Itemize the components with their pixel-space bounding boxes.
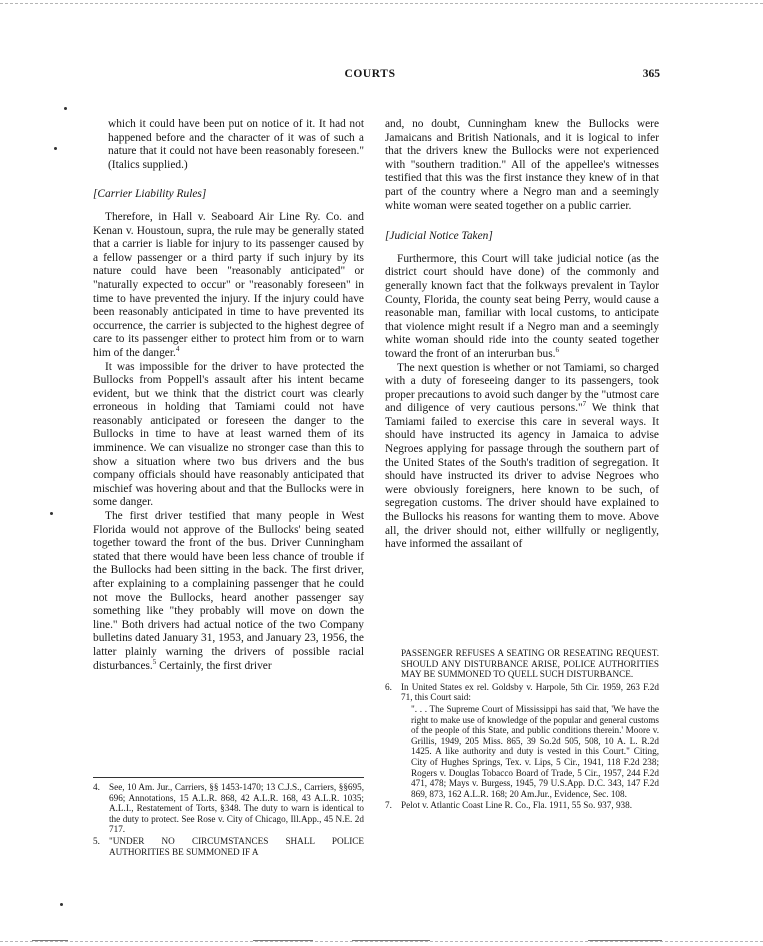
section-heading-judicial-notice: [Judicial Notice Taken] [385, 230, 493, 243]
footnote-quote: ". . . The Supreme Court of Mississippi has said that, 'We have the right to make use of knowledge of the popular and general customs of the people of this State, and public conditions therein.' Moore v. Grillis, 1949, 205 Miss. 865, 39 So.2d 505, 508, 10 A. L. R.2d 1425. A like authority and duty is vested in this Court." Citing, City of Hughes Springs, Tex. v. Lips, 5 Cir., 1941, 118 F.2d 238; Rogers v. Douglas Tobacco Board of Trade, 5 Cir., 1957, 244 F.2d 471, 478; Mays v. Burgess, 1945, 79 U.S.App. D.C. 343, 147 F.2d 869, 873, 162 A.L.R. 168; 20 Am.Jur., Evidence, Sec. 108. [411, 703, 659, 799]
paragraph-text: We think that Tamiami failed to exercise this care in several ways. It should have instructed its agency in Jamaica to advise Negroes applying for passage through the southern part of the United States of the South's tradition of segregation. It should have instructed its driver to advise Negroes who were obviously foreigners, here known to be such, of segregation customs. The driver should have explained to the Bullocks his reasons for wanting them to move. Above all, the driver should not, either willfully or negligently, have informed the assailant of [385, 402, 659, 551]
paragraph [385, 253, 659, 362]
paragraph-text: Therefore, in Hall v. Seaboard Air Line Ry. Co. and Kenan v. Houstoun, supra, the rule may be generally stated that a carrier is liable for injury to its passenger caused by a fellow passenger or a third party if such injury by its nature could have been "reasonably anticipated" or "naturally expected to occur" or "reasonably foreseen" in time to have prevented the injury. If the injury could have been reasonably anticipated in time to have prevented its occurrence, the carrier is subjected to the highest degree of care to its passenger either to protect him from or to warn him of the danger. [93, 210, 364, 359]
footnotes-left [93, 777, 364, 858]
footnote-number: 4. [93, 782, 100, 792]
footnote-number: 5. [93, 835, 100, 846]
footnote-number: 7. [385, 800, 392, 811]
footnote-text: See, 10 Am. Jur., Carriers, §§ 1453-1470; 13 C.J.S., Carriers, §§695, 696; Annotations, 15 A.L.R. 868, 42 A.L.R. 168, 43 A.L.R. 1035; A.L.I., Restatement of Torts, §348. The duty to warn is identical to the duty to protect. See Rose v. City of Chicago, Ill.App., 45 N.E. 2d 717. [109, 782, 364, 835]
bottom-scan-border [0, 941, 763, 942]
paragraph [93, 510, 364, 673]
running-head: COURTS [344, 68, 396, 80]
footnote-ref: 7 [582, 400, 587, 409]
paragraph-text: The first driver testified that many people in West Florida would not approve of the Bullocks' being seated together toward the front of the bus. Driver Cunningham stated that there would have been less chance of trouble if the Bullocks had been sitting in the back. The first driver, after explaining to a complaining passenger that he could not move the Bullocks, heard another passenger say something like "they probably will move on down the line." Both drivers had actual notice of the two Company bulletins dated January 31, 1953, and January 23, 1956, the latter plainly warning the drivers of possible racial disturbances. [93, 510, 364, 672]
paragraph [93, 211, 364, 361]
footnote [93, 782, 364, 835]
paragraph-text: Certainly, the first driver [156, 659, 272, 672]
paragraph-text: Furthermore, this Court will take judicial notice (as the district court should have done) of the commonly and generally known fact that the folkways prevalent in Taylor County, Florida, the county seat being Perry, would cause a reasonable man, familiar with local customs, to anticipate that violence might result if a Negro man and a seemingly white woman should ride into the county seated together toward the front of an interurban bus. [385, 252, 659, 360]
footnote-text: In United States ex rel. Goldsby v. Harpole, 5th Cir. 1959, 263 F.2d 71, this Court said: [401, 681, 659, 703]
footnote-ref: 6 [555, 346, 559, 355]
footnote-text: Pelot v. Atlantic Coast Line R. Co., Fla. 1911, 55 So. 937, 938. [401, 800, 633, 811]
footnote-ref: 5 [152, 657, 157, 666]
margin-mark [54, 147, 57, 150]
paragraph [385, 362, 659, 552]
margin-mark [50, 512, 53, 515]
footnote [385, 682, 659, 703]
footnote-text: "UNDER NO CIRCUMSTANCES SHALL POLICE AUTHORITIES BE SUMMONED IF A [109, 835, 364, 857]
section-heading-carrier-liability: [Carrier Liability Rules] [93, 188, 207, 201]
footnote-continuation: PASSENGER REFUSES A SEATING OR RESEATING REQUEST. SHOULD ANY DISTURBANCE ARISE, POLICE AUTHORITIES MAY BE SUMMONED TO QUELL SUCH DISTURBANCE. [401, 648, 659, 680]
footnote [385, 800, 659, 811]
footnote-ref: 4 [175, 345, 180, 354]
paragraph: and, no doubt, Cunningham knew the Bullocks were Jamaicans and British Nationals, and it is logical to infer that the drivers knew the Bullocks were not experienced with "southern tradition." All of the appellee's witnesses testified that this was the first instance they knew of in that part of the country where a Negro man and a seemingly white woman were seated together on a public carrier. [385, 118, 659, 212]
paragraph: It was impossible for the driver to have protected the Bullocks from Poppell's assault after his intent became evident, but we think that the district court was clearly erroneous in holding that Tamiami could not have reasonably anticipated or foreseen the danger to the Bullocks in time to have at least warned them of its imminence. We can visualize no stronger case than this to show a situation where two bus drivers and the bus company officials should have reasonably anticipated that mischief was hovering about and that the Bullocks were in some danger. [93, 360, 364, 509]
footnote [93, 836, 364, 857]
block-quote: which it could have been put on notice of it. It had not happened before and the character of it was of such a nature that it could not have been reasonably foreseen." (Italics supplied.) [108, 118, 364, 171]
page-number: 365 [642, 68, 660, 80]
margin-mark [60, 903, 63, 906]
paragraph-text: The next question is whether or not Tamiami, so charged with a duty of foreseeing danger to its passengers, took proper precautions to avoid such danger by the "utmost care and diligence of very cautious persons." [385, 361, 659, 415]
page-header [80, 68, 660, 84]
footnotes-right [385, 648, 659, 812]
left-column [93, 118, 364, 673]
top-scan-border [0, 3, 763, 4]
right-column [385, 118, 659, 552]
margin-mark [64, 107, 67, 110]
footnote-number: 6. [385, 681, 392, 692]
